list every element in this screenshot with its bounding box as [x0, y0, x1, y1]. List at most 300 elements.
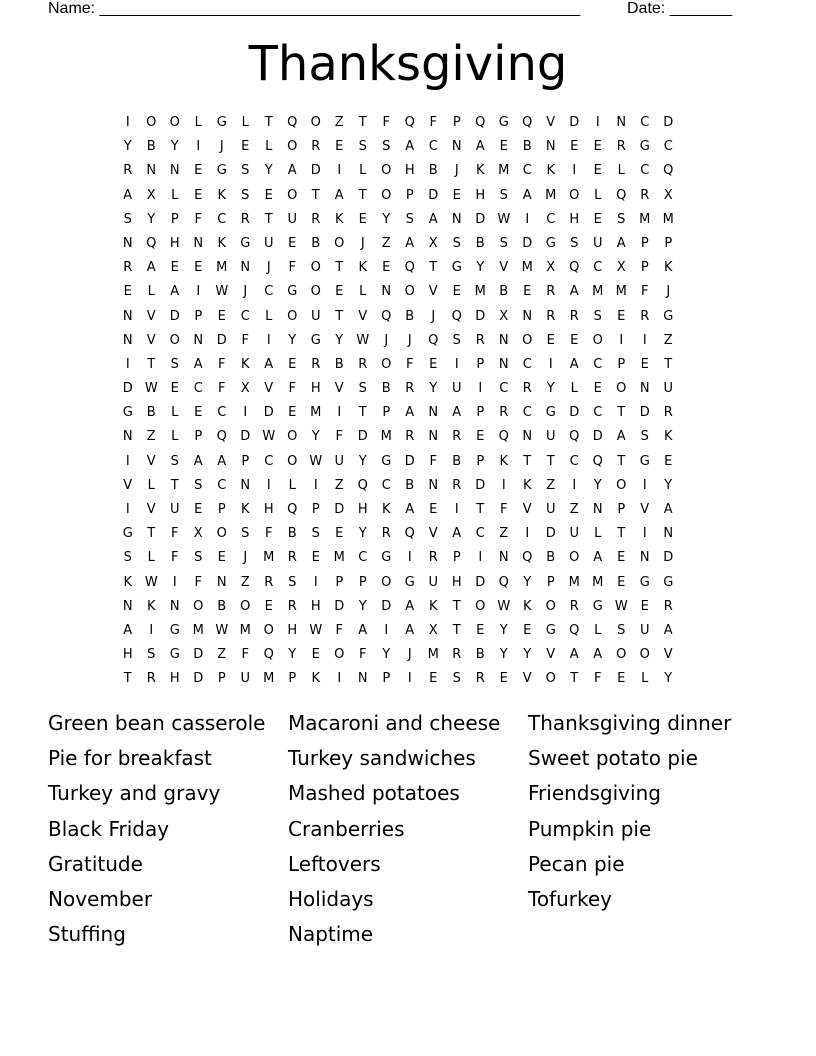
grid-letter[interactable]: O — [334, 235, 345, 251]
grid-letter[interactable]: Q — [404, 115, 415, 130]
grid-letter[interactable]: S — [452, 235, 461, 251]
grid-letter[interactable]: I — [337, 405, 342, 421]
grid-letter[interactable]: U — [334, 453, 344, 469]
grid-letter[interactable]: F — [594, 671, 602, 687]
grid-letter[interactable]: P — [617, 502, 626, 517]
grid-letter[interactable]: Q — [592, 453, 603, 469]
grid-letter[interactable]: H — [404, 163, 415, 179]
grid-letter[interactable]: I — [478, 381, 483, 397]
grid-letter[interactable]: W — [356, 332, 370, 348]
grid-letter[interactable]: P — [311, 502, 320, 517]
grid-letter[interactable]: R — [452, 477, 462, 493]
grid-letter[interactable]: G — [639, 574, 650, 590]
grid-letter[interactable]: Y — [593, 477, 602, 493]
grid-letter[interactable]: I — [125, 115, 130, 130]
grid-letter[interactable]: N — [193, 332, 204, 348]
grid-letter[interactable]: Y — [335, 332, 344, 348]
grid-letter[interactable]: E — [593, 381, 602, 397]
grid-letter[interactable]: Q — [146, 235, 157, 251]
grid-letter[interactable]: I — [337, 163, 342, 179]
grid-letter[interactable]: Q — [381, 308, 392, 324]
grid-letter[interactable]: N — [498, 550, 509, 566]
grid-letter[interactable]: A — [358, 622, 368, 638]
grid-letter[interactable]: D — [475, 211, 486, 227]
grid-letter[interactable]: S — [241, 163, 250, 179]
grid-letter[interactable]: I — [642, 477, 647, 493]
grid-letter[interactable]: F — [241, 332, 249, 348]
grid-letter[interactable]: N — [193, 235, 204, 251]
grid-letter[interactable]: A — [193, 356, 203, 372]
grid-letter[interactable]: B — [522, 139, 532, 155]
grid-letter[interactable]: Q — [522, 550, 533, 566]
grid-letter[interactable]: E — [593, 139, 602, 155]
grid-letter[interactable]: L — [594, 526, 602, 542]
grid-letter[interactable]: R — [663, 598, 673, 614]
grid-letter[interactable]: K — [663, 260, 673, 276]
grid-letter[interactable]: Y — [288, 647, 297, 663]
grid-letter[interactable]: E — [640, 598, 649, 614]
grid-letter[interactable]: A — [405, 502, 415, 517]
grid-letter[interactable]: Q — [404, 526, 415, 542]
grid-letter[interactable]: N — [663, 526, 674, 542]
grid-letter[interactable]: J — [219, 139, 224, 155]
grid-letter[interactable]: F — [265, 526, 273, 542]
grid-letter[interactable]: D — [569, 405, 580, 421]
grid-letter[interactable]: F — [218, 356, 226, 372]
grid-letter[interactable]: T — [358, 187, 367, 203]
grid-letter[interactable]: L — [147, 550, 155, 566]
grid-letter[interactable]: W — [614, 598, 628, 614]
grid-letter[interactable]: G — [498, 115, 509, 130]
grid-letter[interactable]: I — [196, 284, 201, 300]
grid-letter[interactable]: F — [335, 622, 343, 638]
grid-letter[interactable]: I — [525, 526, 530, 542]
grid-letter[interactable]: R — [640, 187, 650, 203]
grid-letter[interactable]: N — [216, 574, 227, 590]
grid-letter[interactable]: E — [241, 139, 250, 155]
grid-letter[interactable]: O — [381, 356, 392, 372]
grid-letter[interactable]: K — [217, 187, 227, 203]
grid-letter[interactable]: F — [288, 260, 296, 276]
grid-letter[interactable]: B — [428, 163, 438, 179]
grid-letter[interactable]: W — [309, 453, 323, 469]
grid-letter[interactable]: F — [194, 211, 202, 227]
grid-letter[interactable]: F — [335, 429, 343, 445]
grid-letter[interactable]: O — [287, 187, 298, 203]
grid-letter[interactable]: P — [617, 356, 626, 372]
grid-letter[interactable]: Y — [523, 647, 532, 663]
grid-letter[interactable]: Y — [288, 332, 297, 348]
grid-letter[interactable]: N — [428, 477, 439, 493]
grid-letter[interactable]: K — [240, 356, 250, 372]
grid-letter[interactable]: V — [146, 453, 156, 469]
grid-letter[interactable]: K — [522, 477, 532, 493]
grid-letter[interactable]: A — [217, 453, 227, 469]
grid-letter[interactable]: O — [169, 115, 180, 130]
grid-letter[interactable]: E — [194, 502, 203, 517]
grid-letter[interactable]: E — [170, 381, 179, 397]
grid-letter[interactable]: P — [546, 574, 555, 590]
grid-letter[interactable]: V — [428, 526, 438, 542]
grid-letter[interactable]: E — [264, 598, 273, 614]
grid-letter[interactable]: E — [429, 502, 438, 517]
grid-letter[interactable]: O — [310, 284, 321, 300]
grid-letter[interactable]: U — [639, 622, 650, 638]
grid-letter[interactable]: G — [545, 235, 556, 251]
grid-letter[interactable]: H — [357, 502, 368, 517]
grid-letter[interactable]: K — [663, 429, 673, 445]
grid-letter[interactable]: H — [310, 598, 321, 614]
grid-letter[interactable]: D — [428, 187, 439, 203]
grid-letter[interactable]: B — [405, 477, 415, 493]
grid-letter[interactable]: J — [243, 550, 248, 566]
grid-letter[interactable]: O — [616, 477, 627, 493]
grid-letter[interactable]: C — [217, 477, 227, 493]
grid-letter[interactable]: A — [569, 284, 579, 300]
grid-letter[interactable]: J — [454, 163, 459, 179]
grid-letter[interactable]: A — [405, 622, 415, 638]
grid-letter[interactable]: P — [217, 502, 226, 517]
grid-letter[interactable]: O — [639, 647, 650, 663]
grid-letter[interactable]: R — [499, 405, 509, 421]
grid-letter[interactable]: G — [404, 574, 415, 590]
grid-letter[interactable]: L — [171, 405, 179, 421]
grid-letter[interactable]: D — [592, 429, 603, 445]
grid-letter[interactable]: P — [241, 453, 250, 469]
grid-letter[interactable]: A — [616, 235, 626, 251]
grid-letter[interactable]: V — [358, 308, 368, 324]
grid-letter[interactable]: R — [569, 308, 579, 324]
grid-letter[interactable]: R — [546, 308, 556, 324]
grid-letter[interactable]: Q — [428, 332, 439, 348]
grid-letter[interactable]: O — [263, 622, 274, 638]
grid-letter[interactable]: O — [334, 647, 345, 663]
grid-letter[interactable]: V — [146, 332, 156, 348]
grid-letter[interactable]: E — [570, 139, 579, 155]
grid-letter[interactable]: D — [404, 453, 415, 469]
grid-letter[interactable]: R — [264, 574, 274, 590]
grid-letter[interactable]: M — [615, 284, 627, 300]
grid-letter[interactable]: G — [451, 260, 462, 276]
grid-letter[interactable]: Q — [287, 502, 298, 517]
grid-letter[interactable]: G — [381, 550, 392, 566]
grid-letter[interactable]: D — [334, 598, 345, 614]
grid-letter[interactable]: W — [497, 598, 511, 614]
grid-letter[interactable]: D — [240, 429, 251, 445]
grid-letter[interactable]: R — [640, 308, 650, 324]
grid-letter[interactable]: A — [405, 139, 415, 155]
grid-letter[interactable]: G — [639, 453, 650, 469]
grid-letter[interactable]: G — [663, 574, 674, 590]
grid-letter[interactable]: S — [194, 550, 203, 566]
grid-letter[interactable]: U — [569, 526, 579, 542]
grid-letter[interactable]: O — [146, 115, 157, 130]
grid-letter[interactable]: Q — [451, 308, 462, 324]
grid-letter[interactable]: A — [146, 260, 156, 276]
grid-letter[interactable]: S — [382, 139, 391, 155]
grid-letter[interactable]: V — [428, 284, 438, 300]
grid-letter[interactable]: U — [428, 574, 438, 590]
grid-letter[interactable]: X — [146, 187, 156, 203]
grid-letter[interactable]: V — [640, 502, 650, 517]
grid-letter[interactable]: P — [664, 235, 673, 251]
grid-letter[interactable]: A — [405, 235, 415, 251]
grid-letter[interactable]: V — [663, 647, 673, 663]
grid-letter[interactable]: I — [501, 477, 506, 493]
grid-letter[interactable]: Y — [523, 574, 532, 590]
grid-letter[interactable]: Y — [664, 477, 673, 493]
grid-letter[interactable]: O — [545, 671, 556, 687]
grid-letter[interactable]: U — [592, 235, 603, 251]
grid-letter[interactable]: K — [428, 598, 438, 614]
grid-letter[interactable]: A — [334, 187, 344, 203]
grid-letter[interactable]: T — [452, 598, 461, 614]
grid-letter[interactable]: H — [475, 187, 486, 203]
grid-letter[interactable]: K — [522, 598, 532, 614]
grid-letter[interactable]: E — [123, 284, 132, 300]
grid-letter[interactable]: R — [546, 284, 556, 300]
grid-letter[interactable]: F — [641, 284, 649, 300]
grid-letter[interactable]: A — [405, 598, 415, 614]
grid-letter[interactable]: C — [358, 550, 368, 566]
grid-letter[interactable]: Z — [334, 115, 344, 130]
grid-letter[interactable]: P — [170, 211, 179, 227]
grid-letter[interactable]: A — [193, 453, 203, 469]
grid-letter[interactable]: T — [523, 453, 532, 469]
grid-letter[interactable]: Z — [240, 574, 250, 590]
grid-letter[interactable]: K — [146, 598, 156, 614]
grid-letter[interactable]: W — [497, 211, 511, 227]
grid-letter[interactable]: S — [640, 429, 649, 445]
name-field[interactable]: Name: ______________________________________________________ — [48, 0, 581, 17]
grid-letter[interactable]: R — [358, 356, 368, 372]
grid-letter[interactable]: O — [287, 139, 298, 155]
grid-letter[interactable]: N — [451, 211, 462, 227]
grid-letter[interactable]: H — [287, 622, 298, 638]
grid-letter[interactable]: F — [288, 381, 296, 397]
grid-letter[interactable]: H — [569, 211, 580, 227]
grid-letter[interactable]: G — [545, 405, 556, 421]
grid-letter[interactable]: U — [169, 502, 180, 517]
grid-letter[interactable]: P — [405, 187, 414, 203]
grid-letter[interactable]: Q — [287, 115, 298, 130]
grid-letter[interactable]: L — [171, 429, 179, 445]
grid-letter[interactable]: P — [640, 235, 649, 251]
grid-letter[interactable]: H — [169, 671, 180, 687]
grid-letter[interactable]: Y — [264, 163, 273, 179]
grid-letter[interactable]: N — [616, 115, 627, 130]
grid-letter[interactable]: F — [382, 115, 390, 130]
grid-letter[interactable]: L — [171, 187, 179, 203]
grid-letter[interactable]: B — [546, 550, 556, 566]
grid-letter[interactable]: P — [476, 453, 485, 469]
grid-letter[interactable]: B — [475, 647, 485, 663]
grid-letter[interactable]: C — [522, 405, 532, 421]
grid-letter[interactable]: S — [170, 453, 179, 469]
grid-letter[interactable]: M — [427, 647, 439, 663]
grid-letter[interactable]: D — [639, 405, 650, 421]
grid-letter[interactable]: E — [194, 260, 203, 276]
grid-letter[interactable]: T — [664, 356, 673, 372]
grid-letter[interactable]: Q — [357, 477, 368, 493]
grid-letter[interactable]: I — [196, 139, 201, 155]
grid-letter[interactable]: N — [240, 477, 251, 493]
grid-letter[interactable]: G — [381, 453, 392, 469]
grid-letter[interactable]: N — [240, 260, 251, 276]
grid-letter[interactable]: P — [194, 429, 203, 445]
grid-letter[interactable]: Y — [170, 139, 179, 155]
grid-letter[interactable]: R — [311, 211, 321, 227]
grid-letter[interactable]: I — [619, 332, 624, 348]
grid-letter[interactable]: H — [122, 647, 133, 663]
grid-letter[interactable]: B — [405, 308, 415, 324]
grid-letter[interactable]: N — [522, 429, 533, 445]
grid-letter[interactable]: U — [663, 381, 673, 397]
grid-letter[interactable]: N — [169, 598, 180, 614]
grid-letter[interactable]: M — [592, 284, 604, 300]
grid-letter[interactable]: F — [359, 647, 367, 663]
grid-letter[interactable]: I — [454, 502, 459, 517]
grid-letter[interactable]: J — [431, 308, 436, 324]
grid-letter[interactable]: G — [240, 235, 251, 251]
grid-letter[interactable]: B — [146, 405, 156, 421]
grid-letter[interactable]: A — [593, 647, 603, 663]
grid-letter[interactable]: M — [639, 211, 651, 227]
grid-letter[interactable]: I — [548, 356, 553, 372]
grid-letter[interactable]: V — [146, 502, 156, 517]
grid-letter[interactable]: V — [264, 381, 274, 397]
grid-letter[interactable]: R — [663, 405, 673, 421]
grid-letter[interactable]: E — [664, 453, 673, 469]
grid-letter[interactable]: V — [546, 647, 556, 663]
grid-letter[interactable]: Z — [381, 235, 391, 251]
grid-letter[interactable]: K — [311, 671, 321, 687]
grid-letter[interactable]: X — [546, 260, 556, 276]
grid-letter[interactable]: D — [334, 502, 345, 517]
grid-letter[interactable]: A — [569, 356, 579, 372]
grid-letter[interactable]: W — [215, 284, 229, 300]
grid-letter[interactable]: C — [381, 477, 391, 493]
grid-letter[interactable]: E — [429, 671, 438, 687]
grid-letter[interactable]: A — [569, 647, 579, 663]
grid-letter[interactable]: M — [521, 260, 533, 276]
grid-letter[interactable]: R — [240, 211, 250, 227]
grid-letter[interactable]: T — [617, 405, 626, 421]
grid-letter[interactable]: W — [144, 381, 158, 397]
grid-letter[interactable]: R — [287, 550, 297, 566]
grid-letter[interactable]: C — [428, 139, 438, 155]
grid-letter[interactable]: Q — [569, 429, 580, 445]
grid-letter[interactable]: C — [475, 526, 485, 542]
grid-letter[interactable]: D — [193, 671, 204, 687]
grid-letter[interactable]: A — [522, 187, 532, 203]
grid-letter[interactable]: B — [334, 356, 344, 372]
grid-letter[interactable]: Y — [546, 381, 555, 397]
grid-letter[interactable]: G — [592, 598, 603, 614]
grid-letter[interactable]: T — [147, 526, 156, 542]
grid-letter[interactable]: A — [452, 405, 462, 421]
grid-letter[interactable]: P — [382, 671, 391, 687]
grid-letter[interactable]: F — [429, 115, 437, 130]
grid-letter[interactable]: L — [147, 477, 155, 493]
grid-letter[interactable]: E — [452, 187, 461, 203]
grid-letter[interactable]: R — [123, 163, 133, 179]
grid-letter[interactable]: A — [264, 356, 274, 372]
grid-letter[interactable]: D — [475, 308, 486, 324]
grid-letter[interactable]: A — [593, 550, 603, 566]
grid-letter[interactable]: A — [475, 139, 485, 155]
grid-letter[interactable]: I — [478, 550, 483, 566]
grid-letter[interactable]: A — [123, 622, 133, 638]
grid-letter[interactable]: E — [452, 284, 461, 300]
grid-letter[interactable]: R — [616, 139, 626, 155]
grid-letter[interactable]: H — [451, 574, 462, 590]
grid-letter[interactable]: I — [642, 526, 647, 542]
grid-letter[interactable]: O — [169, 332, 180, 348]
grid-letter[interactable]: N — [428, 405, 439, 421]
grid-letter[interactable]: S — [358, 381, 367, 397]
grid-letter[interactable]: P — [288, 671, 297, 687]
grid-letter[interactable]: E — [640, 356, 649, 372]
grid-letter[interactable]: D — [122, 381, 133, 397]
grid-letter[interactable]: E — [217, 308, 226, 324]
grid-letter[interactable]: B — [146, 139, 156, 155]
grid-letter[interactable]: U — [240, 671, 250, 687]
grid-letter[interactable]: R — [405, 381, 415, 397]
grid-letter[interactable]: L — [265, 139, 273, 155]
grid-letter[interactable]: F — [500, 502, 508, 517]
grid-letter[interactable]: Q — [569, 622, 580, 638]
grid-letter[interactable]: C — [193, 381, 203, 397]
grid-letter[interactable]: Y — [311, 429, 320, 445]
grid-letter[interactable]: I — [125, 453, 130, 469]
grid-letter[interactable]: L — [641, 671, 649, 687]
grid-letter[interactable]: D — [663, 550, 674, 566]
grid-letter[interactable]: O — [616, 647, 627, 663]
grid-letter[interactable]: E — [593, 211, 602, 227]
grid-letter[interactable]: W — [262, 429, 276, 445]
grid-letter[interactable]: X — [663, 187, 673, 203]
grid-letter[interactable]: L — [147, 284, 155, 300]
grid-letter[interactable]: Y — [429, 381, 438, 397]
grid-letter[interactable]: D — [381, 598, 392, 614]
grid-letter[interactable]: O — [381, 163, 392, 179]
grid-letter[interactable]: C — [522, 356, 532, 372]
grid-letter[interactable]: R — [123, 260, 133, 276]
grid-letter[interactable]: P — [640, 260, 649, 276]
grid-letter[interactable]: N — [428, 429, 439, 445]
grid-letter[interactable]: X — [616, 260, 626, 276]
grid-letter[interactable]: T — [335, 260, 344, 276]
grid-letter[interactable]: E — [546, 332, 555, 348]
grid-letter[interactable]: E — [476, 429, 485, 445]
grid-letter[interactable]: R — [381, 526, 391, 542]
grid-letter[interactable]: O — [381, 574, 392, 590]
grid-letter[interactable]: E — [194, 405, 203, 421]
grid-letter[interactable]: E — [311, 647, 320, 663]
grid-letter[interactable]: I — [572, 163, 577, 179]
grid-letter[interactable]: I — [407, 671, 412, 687]
grid-letter[interactable]: M — [592, 574, 604, 590]
grid-letter[interactable]: N — [146, 163, 157, 179]
grid-letter[interactable]: Q — [663, 163, 674, 179]
grid-letter[interactable]: A — [170, 284, 180, 300]
grid-letter[interactable]: D — [216, 332, 227, 348]
grid-letter[interactable]: K — [240, 502, 250, 517]
grid-letter[interactable]: T — [546, 453, 555, 469]
grid-letter[interactable]: T — [335, 308, 344, 324]
grid-letter[interactable]: P — [452, 550, 461, 566]
